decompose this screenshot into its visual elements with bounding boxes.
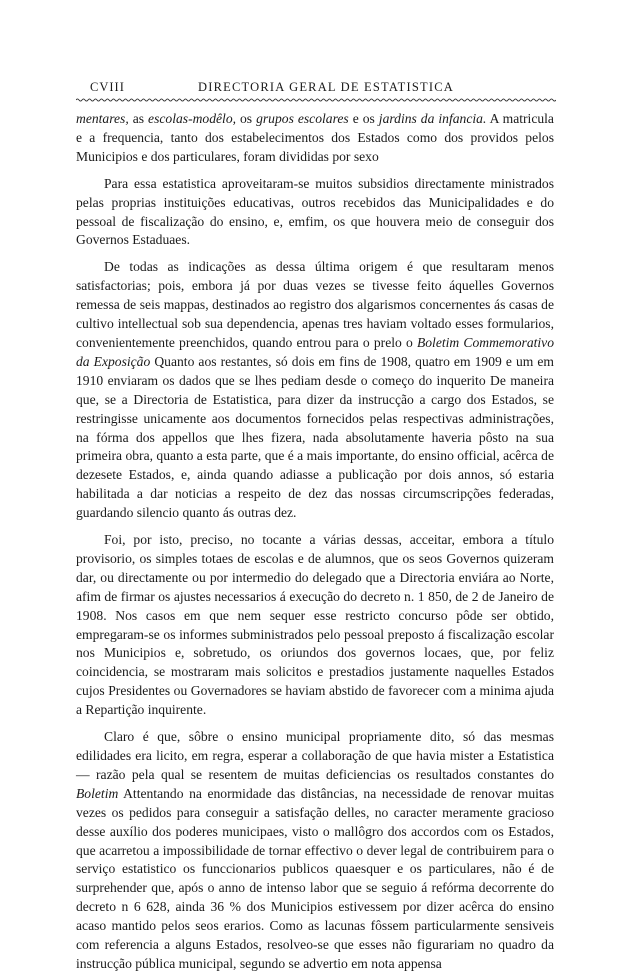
paragraph-4	[76, 531, 554, 720]
text-run: Attentando na enormidade das distâncias, na necessidade de renovar muitas vezes os pedidos para conseguir a satisfação delles, no caracter meramente gracioso desse auxílio dos poderes municipaes, visto o mallôgro dos accordos com os Estados, que acarretou a impossibilidade de tornar effectivo o dever legal de contribuirem para o serviço estatistico os funccionarios publicos quaesquer e os particulares, não é de surprehender que, após o anno de intenso labor que se seguio á refórma decorrente do decreto n 6 628, ainda 36 % dos Municipios estivessem por dizer acêrca do ensino acaso mantido pelos seos erarios. Como as lacunas fôssem particularmente sensiveis com referencia a alguns Estados, resolveo-se que esses não figurariam no quadro da instrucção pública municipal, segundo se advertio em nota appensa	[76, 785, 554, 971]
italic-text-run: Boletim Commemorativo da Exposição	[76, 334, 554, 369]
wavy-rule-ornament	[76, 96, 556, 104]
paragraph-1	[76, 110, 554, 167]
text-run: Claro é que, sôbre o ensino municipal propriamente dito, só das mesmas edilidades era licito, em regra, esperar a collaboração de que havia mister a Estatistica — razão pela qual se resentem de muitas deficiencias os resultados constantes do	[76, 729, 554, 782]
text-run: Quanto aos restantes, só dois em fins de 1908, quatro em 1909 e um em 1910 enviaram os dados que se lhes pediam desde o começo do inquerito De maneira que, se a Directoria de Estatistica, para dizer da instrucção a cargo dos Estados, se restringisse unicamente aos documentos fornecidos pelas respectivas administrações, na fórma dos appellos que lhes fizera, nada absolutamente haveria pôsto na sua primeira obra, quanto a esta parte, que é a mais importante, do ensino official, acêrca de dezesete Estados, e, ainda quando adiasse a publicação por dois annos, só estaria habilitada a dar noticias a respeito de dez das nossas circumscripções federadas, guardando silencio quanto ás outras dez.	[76, 353, 554, 521]
text-run: e os	[348, 111, 379, 126]
text-run: Para essa estatistica aproveitaram-se muitos subsidios directamente ministrados pelas proprias instituições educativas, outros recebidos das Municipalidades e do pessoal de fiscalização do ensino, e, emfim, os que houvera meio de conseguir dos Governos Estaduaes.	[76, 175, 554, 248]
paragraph-3	[76, 258, 554, 523]
italic-text-run: escolas-modêlo,	[148, 111, 237, 126]
italic-text-run: grupos escolares	[256, 111, 349, 126]
italic-text-run: Boletim	[76, 785, 119, 801]
text-run: Foi, por isto, preciso, no tocante a várias dessas, acceitar, embora a título provisorio, os simples totaes de escolas e de alumnos, que os seos Governos quizeram dar, ou directamente ou por intermedio do delegado que a Directoria enviára ao Norte, afim de firmar os ajustes necessarios á execução do decreto n. 1 850, de 2 de Janeiro de 1908. Nos casos em que nem sequer esse restricto concurso pôde ser obtido, empregaram-se os informes subministrados pelo pessoal preposto á fiscalização escolar nos Municipios e, sobretudo, os oriundos dos governos locaes, que, por feliz coincidencia, se mostraram mais solicitos e prestadios justamente naquelles Estados cujos Presidentes ou Governadores se haviam abstido de favorecer com a minima ajuda a Repartição inquirente.	[76, 532, 554, 718]
italic-text-run: jardins da infancia.	[378, 111, 487, 126]
text-run: A matricula e a frequencia, tanto dos estabelecimentos dos Estados como dos providos pelos Municipios e dos particulares, foram divididas por sexo	[76, 111, 554, 164]
running-title: DIRECTORIA GERAL DE ESTATISTICA	[198, 80, 454, 94]
page-number: CVIII	[90, 80, 125, 94]
text-run: De todas as indicações as dessa última origem é que resultaram menos satisfactorias; pois, embora já por duas vezes se tivesse feito áquelles Governos remessa de seis mappas, destinados ao registro dos algarismos concernentes ás casas de cultivo intellectual sob sua dependencia, apenas tres haviam voltado esses formularios, convenientemente preenchidos, quando entrou para o prelo o	[76, 259, 554, 350]
paragraph-2	[76, 175, 554, 251]
paragraph-5	[76, 728, 554, 974]
text-run: as	[128, 111, 149, 126]
body-text	[76, 110, 554, 974]
text-run: os	[236, 111, 257, 126]
italic-text-run: mentares,	[76, 111, 129, 126]
